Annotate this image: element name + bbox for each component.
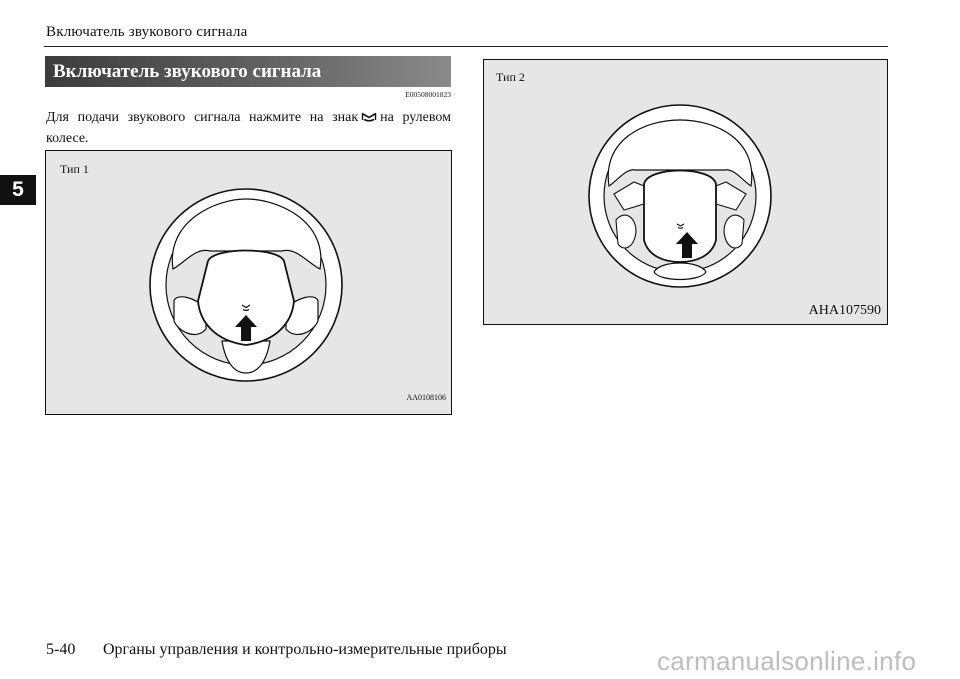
figure-type-2 (483, 59, 888, 325)
body-paragraph (46, 108, 451, 148)
figure-code: AA0108106 (406, 393, 446, 402)
section-heading-text: Включатель звукового сигнала (53, 60, 322, 82)
figure-label: Тип 2 (496, 70, 525, 84)
figure-type-1 (45, 150, 452, 415)
section-code: E00508001823 (405, 90, 451, 99)
horn-icon (361, 110, 377, 129)
running-header-title: Включатель звукового сигнала (46, 24, 248, 40)
steering-wheel-type-1-illustration (46, 151, 451, 414)
page-number: 5-40 (46, 641, 76, 658)
steering-wheel-type-2-illustration (484, 60, 887, 324)
figure-label: Тип 1 (60, 162, 89, 176)
section-heading (45, 56, 451, 87)
body-text-before-icon: Для подачи звукового сигнала нажмите на знак (46, 110, 359, 125)
watermark: carmanualsonline.info (657, 646, 917, 676)
chapter-tab: 5 (0, 175, 36, 205)
body-text-after-icon: на рулевом колесе. (46, 110, 451, 146)
footer-chapter-title: Органы управления и контрольно-измерительные приборы (103, 641, 507, 658)
figure-code: AHA107590 (808, 303, 881, 318)
header-divider (44, 46, 888, 47)
